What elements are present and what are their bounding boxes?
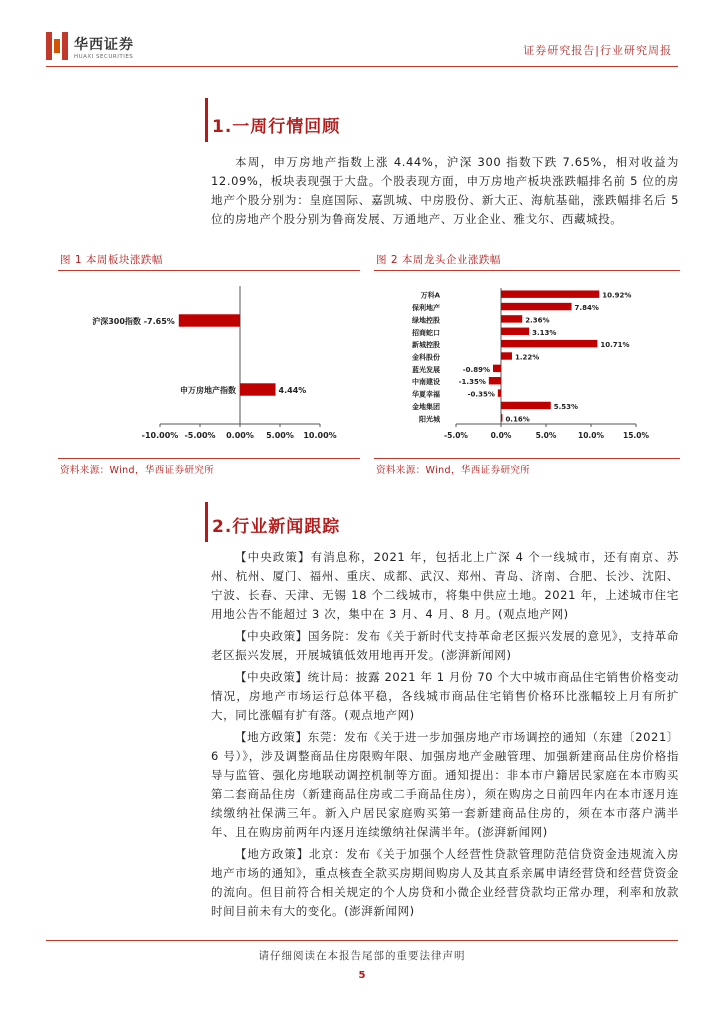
x-tick-label: -5.0% <box>444 431 468 440</box>
figure2-title: 图 2 本周龙头企业涨跌幅 <box>376 254 501 266</box>
value-label: 7.84% <box>574 304 599 313</box>
chart-sector-performance <box>58 272 360 458</box>
category-label: 绿地控股 <box>412 316 440 325</box>
bar-9 <box>501 402 551 409</box>
x-tick-label: 5.0% <box>535 431 557 440</box>
brand-logo <box>46 30 68 62</box>
category-label: 保利地产 <box>412 304 440 313</box>
logo-text-cn: 华西证券 <box>74 37 134 53</box>
brand-logo-icon <box>46 30 68 62</box>
news-tag: 【中央政策】 <box>235 670 308 684</box>
figure1-title: 图 1 本周板块涨跌幅 <box>60 254 163 266</box>
x-tick-label: 5.00% <box>266 431 294 440</box>
footer-divider <box>46 940 678 941</box>
x-tick-label: 0.0% <box>490 431 512 440</box>
news-tag: 【地方政策】 <box>235 847 310 861</box>
value-label: 10.92% <box>602 291 632 300</box>
news-item <box>211 728 679 842</box>
bar-3 <box>501 328 529 335</box>
value-label: -0.35% <box>467 390 495 399</box>
category-label: 蓝光发展 <box>412 365 440 374</box>
page-number: 5 <box>358 970 366 981</box>
news-text: 北京：发布《关于加强个人经营性贷款管理防范信贷资金违规流入房地产市场的通知》，重点核查全款买房期间购房人及其直系亲属申请经营贷和经营贷资金的流向。但目前符合相关规定的个人房贷和小微企业经营贷款均正常办理，利率和放款时间目前未有大的变化。(澎湃新闻网) <box>211 847 679 918</box>
news-text: 有消息称，2021 年，包括北上广深 4 个一线城市，还有南京、苏州、杭州、厦门、福州、重庆、成都、武汉、郑州、青岛、济南、合肥、长沙、沈阳、宁波、长春、天津、无锡 18 个二线城市，将集中供应土地。2021 年，上述城市住宅用地公告不能超过 3 次，集中在 3 月、4 月、8 月。(观点地产网) <box>211 550 679 621</box>
news-list <box>211 548 679 924</box>
x-tick-label: 10.0% <box>577 431 605 440</box>
bar-10 <box>501 414 502 421</box>
category-label: 申万房地产指数 <box>180 386 236 395</box>
figure1-source: 资料来源：Wind，华西证券研究所 <box>60 465 215 476</box>
news-item <box>211 627 679 665</box>
news-item <box>211 668 679 725</box>
category-label: 万科A <box>420 291 440 300</box>
bar-0 <box>501 290 599 297</box>
category-label: 金科股份 <box>412 353 440 362</box>
bar-8 <box>498 389 501 396</box>
section1-paragraph: 本周，申万房地产指数上涨 4.44%，沪深 300 指数下跌 7.65%，相对收益为 12.09%，板块表现强于大盘。个股表现方面，申万房地产板块涨跌幅排名前 5 位的房地产个股分别为：皇庭国际、嘉凯城、中房股份、新大正、海航基础，涨跌幅排名后 5 位的房地产个股分别为鲁商发展、万通地产、万业企业、雅戈尔、西藏城投。 <box>211 155 679 226</box>
value-label: 2.36% <box>525 316 550 325</box>
value-label: 1.22% <box>514 353 540 362</box>
x-tick-label: 0.00% <box>226 431 254 440</box>
category-label: 招商蛇口 <box>412 328 440 337</box>
bar-1 <box>240 383 276 395</box>
value-label: 0.16% <box>505 415 530 424</box>
bar-5 <box>501 352 512 359</box>
category-value-label: 沪深300指数 -7.65% <box>92 317 175 326</box>
header-divider <box>46 66 678 67</box>
bar-7 <box>489 377 501 384</box>
news-tag: 【中央政策】 <box>235 629 308 643</box>
value-label: 4.44% <box>278 386 307 395</box>
section2-title: 2.行业新闻跟踪 <box>212 517 341 537</box>
bar-0 <box>179 314 240 326</box>
section1-marker <box>205 98 208 142</box>
value-label: 3.13% <box>532 328 557 337</box>
category-label: 阳光城 <box>419 415 440 424</box>
section1-title: 1.一周行情回顾 <box>212 117 341 137</box>
chart-leader-performance <box>374 272 680 458</box>
value-label: -0.89% <box>462 365 490 374</box>
figure1-bottom-rule <box>58 458 360 459</box>
x-tick-label: -10.00% <box>141 431 179 440</box>
bar-6 <box>493 365 501 372</box>
value-label: 5.53% <box>553 402 579 411</box>
value-label: 10.71% <box>600 341 630 350</box>
news-text: 东莞：发布《关于进一步加强房地产市场调控的通知（东建〔2021〕6 号）》，涉及调整商品住房限购年限、加强房地产金融管理、加强新建商品住房价格指导与监管、强化房地联动调控机制等方面。通知提出：非本市户籍居民家庭在本市购买第二套商品住房（新建商品住房或二手商品住房），须在购房之日前四年内在本市逐月连续缴纳社保满三年。新入户居民家庭购买第一套新建商品住房的，须在本市落户满半年、且在购房前两年内逐月连续缴纳社保满半年。(澎湃新闻网) <box>211 730 679 839</box>
x-tick-label: 15.0% <box>622 431 650 440</box>
bar-4 <box>501 340 597 347</box>
category-label: 金地集团 <box>412 402 440 411</box>
category-label: 新城控股 <box>412 341 440 350</box>
news-item <box>211 548 679 624</box>
value-label: -1.35% <box>458 378 486 387</box>
news-tag: 【地方政策】 <box>235 730 308 744</box>
section2-marker <box>205 502 208 542</box>
figure2-bottom-rule <box>374 458 680 459</box>
report-type: 证券研究报告|行业研究周报 <box>523 44 672 57</box>
news-item <box>211 845 679 921</box>
figure2-top-rule <box>374 270 680 271</box>
figure2-source: 资料来源：Wind，华西证券研究所 <box>376 465 531 476</box>
news-text: 国务院：发布《关于新时代支持革命老区振兴发展的意见》，支持革命老区振兴发展，开展城镇低效用地再开发。(澎湃新闻网) <box>211 629 679 662</box>
figure1-top-rule <box>58 270 360 271</box>
category-label: 中南建设 <box>412 378 440 387</box>
footer-disclaimer: 请仔细阅读在本报告尾部的重要法律声明 <box>258 950 466 962</box>
category-label: 华夏幸福 <box>412 390 440 399</box>
news-tag: 【中央政策】 <box>235 550 311 564</box>
x-tick-label: 10.00% <box>303 431 337 440</box>
bar-1 <box>501 303 572 310</box>
bar-2 <box>501 315 522 322</box>
logo-text-en: HUAXI SECURITIES <box>74 54 134 60</box>
news-text: 统计局：披露 2021 年 1 月份 70 个大中城市商品住宅销售价格变动情况，房地产市场运行总体平稳，各线城市商品住宅销售价格环比涨幅较上月有所扩大，同比涨幅有扩有落。(观点地产网) <box>211 670 679 722</box>
x-tick-label: -5.00% <box>184 431 216 440</box>
